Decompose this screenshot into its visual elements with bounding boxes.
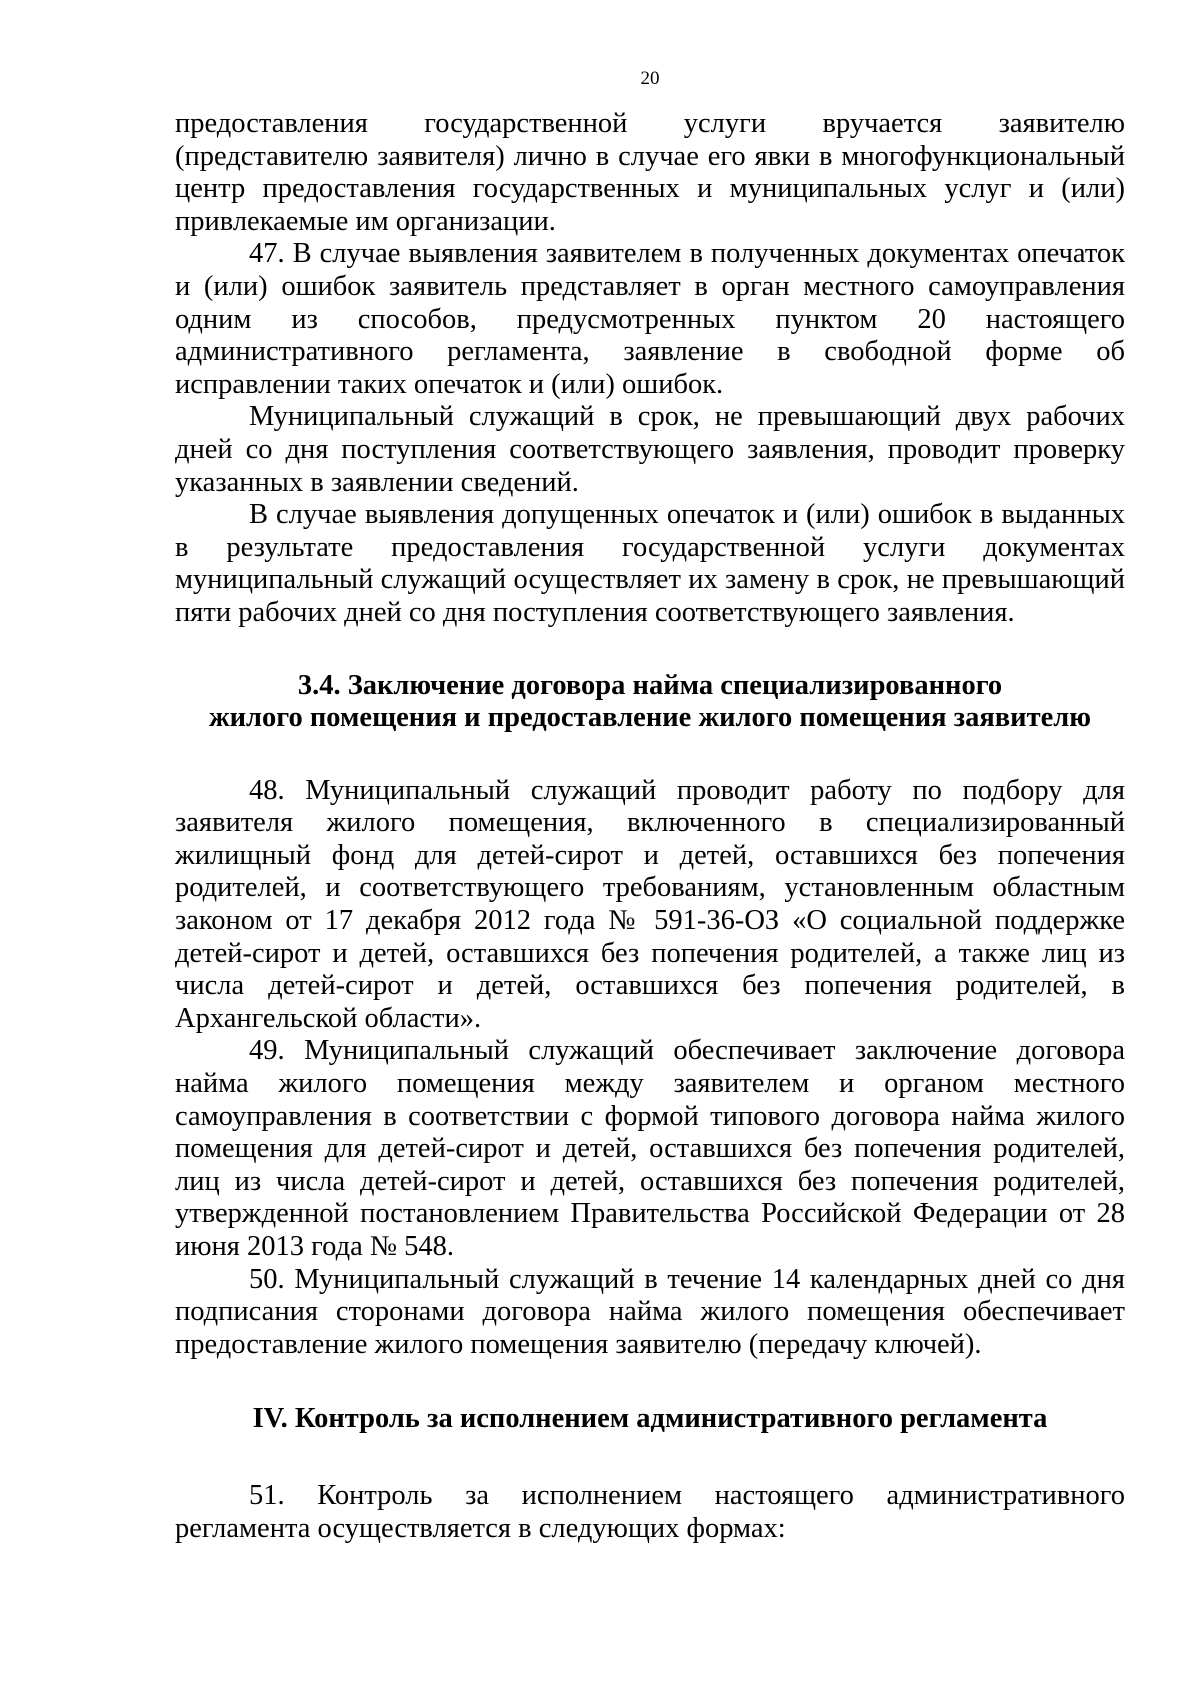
section-heading-line-2: жилого помещения и предоставление жилого помещения заявителю: [208, 702, 1092, 734]
paragraph-50: 50. Муниципальный служащий в течение 14 календарных дней со дня подписания сторонами договора найма жилого помещения обеспечивает предоставление жилого помещения заявителю (передачу ключей).: [175, 1263, 1125, 1360]
page-number: 20: [640, 68, 660, 89]
document-page: [175, 60, 1125, 1545]
section-iv: [175, 1403, 1125, 1545]
paragraph-47: 47. В случае выявления заявителем в полученных документах опечаток и (или) ошибок заявитель представляет в орган местного самоуправления одним из способов, предусмотренных пунктом 20 настоящего административного регламента, заявление в свободной форме об исправлении таких опечаток и (или) ошибок.: [175, 238, 1125, 400]
paragraph-51: 51. Контроль за исполнением настоящего административного регламента осуществляется в следующих формах:: [175, 1479, 1125, 1544]
paragraph-48: 48. Муниципальный служащий проводит работу по подбору для заявителя жилого помещения, включенного в специализированный жилищный фонд для детей-сирот и детей, оставшихся без попечения родителей, и соответствующего требованиям, установленным областным законом от 17 декабря 2012 года № 591-36-ОЗ «О социальной поддержке детей-сирот и детей, оставшихся без попечения родителей, а также лиц из числа детей-сирот и детей, оставшихся без попечения родителей, в Архангельской области».: [175, 774, 1125, 1034]
paragraph-49: 49. Муниципальный служащий обеспечивает заключение договора найма жилого помещения между заявителем и органом местного самоуправления в соответствии с формой типового договора найма жилого помещения для детей-сирот и детей, оставшихся без попечения родителей, лиц из числа детей-сирот и детей, оставшихся без попечения родителей, утвержденной постановлением Правительства Российской Федерации от 28 июня 2013 года № 548.: [175, 1035, 1125, 1262]
section-iv-heading: IV. Контроль за исполнением административного регламента: [252, 1403, 1048, 1435]
paragraph-47-replacement: В случае выявления допущенных опечаток и (или) ошибок в выданных в результате предоставления государственной услуги документах муниципальный служащий осуществляет их замену в срок, не превышающий пяти рабочих дней со дня поступления соответствующего заявления.: [175, 499, 1125, 628]
body-text-top: [175, 108, 1125, 630]
section-3-4: [175, 670, 1125, 1362]
paragraph-47-review: Муниципальный служащий в срок, не превышающий двух рабочих дней со дня поступления соответствующего заявления, проводит проверку указанных в заявлении сведений.: [175, 401, 1125, 498]
section-heading-line-1: 3.4. Заключение договора найма специализированного: [297, 669, 1003, 701]
paragraph-continuation: предоставления государственной услуги вручается заявителю (представителю заявителя) лично в случае его явки в многофункциональный центр предоставления государственных и муниципальных услуг и (или) привлекаемые им организации.: [175, 108, 1125, 237]
